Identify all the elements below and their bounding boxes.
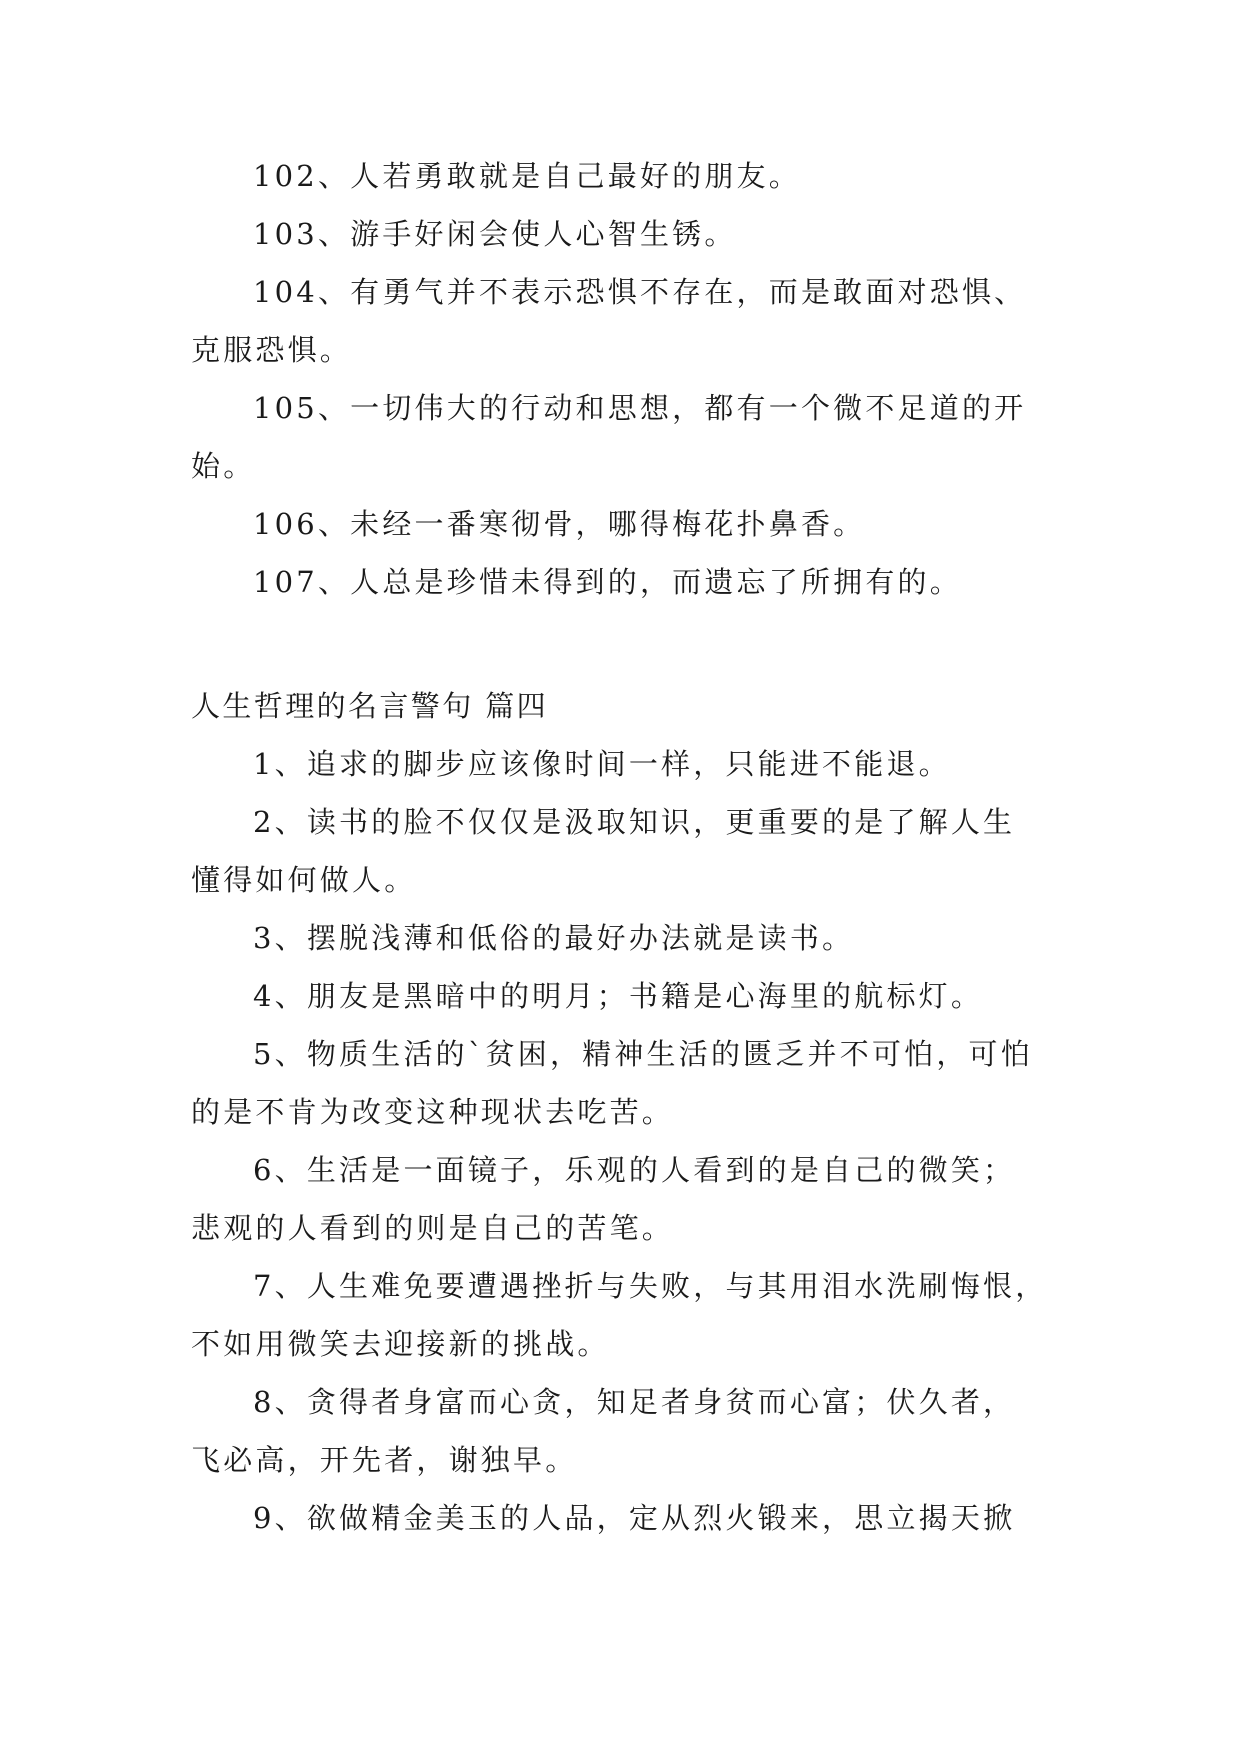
quote-2-continued: 懂得如何做人。 (191, 863, 417, 897)
quote-8-continued: 飞必高，开先者，谢独早。 (191, 1443, 578, 1477)
quote-105: 105、一切伟大的行动和思想，都有一个微不足道的开 (253, 391, 1027, 425)
quote-7-continued: 不如用微笑去迎接新的挑战。 (191, 1327, 610, 1361)
quote-9: 9、欲做精金美玉的人品，定从烈火锻来，思立揭天掀 (253, 1501, 1016, 1535)
quote-104-continued: 克服恐惧。 (191, 333, 353, 367)
quote-6: 6、生活是一面镜子，乐观的人看到的是自己的微笑； (253, 1153, 1016, 1187)
quote-102: 102、人若勇敢就是自己最好的朋友。 (253, 159, 801, 193)
quote-2: 2、读书的脸不仅仅是汲取知识，更重要的是了解人生 (253, 805, 1016, 839)
quote-7: 7、人生难免要遭遇挫折与失败，与其用泪水洗刷悔恨， (253, 1269, 1048, 1303)
quote-5-continued: 的是不肯为改变这种现状去吃苦。 (191, 1095, 675, 1129)
quote-107: 107、人总是珍惜未得到的，而遗忘了所拥有的。 (253, 565, 962, 599)
quote-104: 104、有勇气并不表示恐惧不存在，而是敢面对恐惧、 (253, 275, 1027, 309)
quote-6-continued: 悲观的人看到的则是自己的苦笔。 (191, 1211, 675, 1245)
quote-8: 8、贪得者身富而心贪，知足者身贫而心富；伏久者， (253, 1385, 1016, 1419)
section-heading: 人生哲理的名言警句 篇四 (191, 689, 549, 723)
quote-3: 3、摆脱浅薄和低俗的最好办法就是读书。 (253, 921, 855, 955)
quote-5: 5、物质生活的`贫困，精神生活的匮乏并不可怕，可怕 (253, 1037, 1033, 1071)
quote-1: 1、追求的脚步应该像时间一样，只能进不能退。 (253, 747, 951, 781)
quote-103: 103、游手好闲会使人心智生锈。 (253, 217, 737, 251)
quote-4: 4、朋友是黑暗中的明月；书籍是心海里的航标灯。 (253, 979, 984, 1013)
quote-105-continued: 始。 (191, 449, 256, 483)
quote-106: 106、未经一番寒彻骨，哪得梅花扑鼻香。 (253, 507, 866, 541)
